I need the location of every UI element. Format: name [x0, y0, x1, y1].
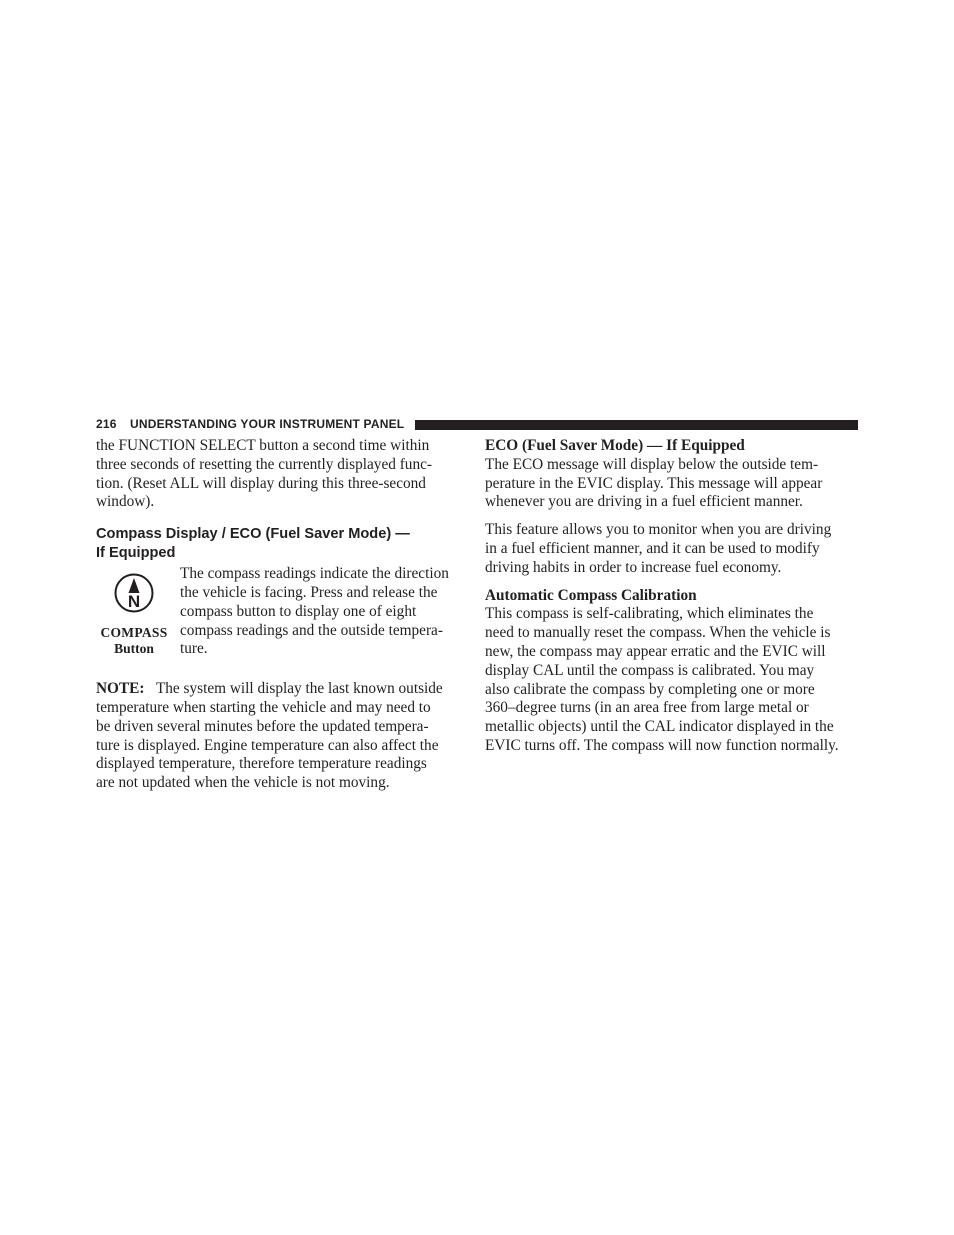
- right-column: [485, 437, 858, 756]
- text-line: This feature allows you to monitor when you are driving: [485, 521, 832, 539]
- compass-button-figure: [96, 565, 172, 657]
- compass-figure-sublabel: Button: [114, 641, 154, 657]
- text-line: window).: [96, 493, 155, 511]
- text-line: metallic objects) until the CAL indicator displayed in the: [485, 718, 834, 736]
- calibration-paragraph: [485, 605, 858, 755]
- left-column: [96, 437, 469, 793]
- header-bar: [415, 420, 858, 430]
- section-title: UNDERSTANDING YOUR INSTRUMENT PANEL: [130, 417, 405, 431]
- text-line: This compass is self-calibrating, which eliminates the: [485, 605, 814, 623]
- text-line: the vehicle is facing. Press and release the: [180, 583, 438, 601]
- text-line: be driven several minutes before the updated tempera-: [96, 717, 429, 735]
- feature-paragraph: [485, 521, 858, 577]
- text-line: 360–degree turns (in an area free from large metal or: [485, 699, 809, 717]
- page-number: 216: [96, 417, 117, 431]
- text-line: driving habits in order to increase fuel economy.: [485, 558, 782, 576]
- text-line: compass button to display one of eight: [180, 602, 417, 620]
- text-line: whenever you are driving in a fuel efficient manner.: [485, 493, 803, 511]
- eco-paragraph: [485, 456, 858, 512]
- text-line: three seconds of resetting the currently displayed func-: [96, 455, 432, 473]
- text-line: new, the compass may appear erratic and the EVIC will: [485, 642, 826, 660]
- page-header: [96, 416, 858, 434]
- compass-north-icon: [114, 573, 154, 613]
- calibration-heading: Automatic Compass Calibration: [485, 586, 697, 604]
- text-line: also calibrate the compass by completing one or more: [485, 680, 815, 698]
- compass-eco-heading: [96, 525, 469, 562]
- text-line: The ECO message will display below the outside tem-: [485, 455, 819, 473]
- text-line: tion. (Reset ALL will display during this three-second: [96, 474, 426, 492]
- compass-icon-letter: N: [127, 592, 141, 612]
- eco-heading: ECO (Fuel Saver Mode) — If Equipped: [485, 437, 745, 454]
- note-paragraph: [96, 680, 469, 793]
- heading-line: Compass Display / ECO (Fuel Saver Mode) —: [96, 526, 410, 543]
- compass-description: [180, 565, 469, 659]
- intro-paragraph: [96, 437, 469, 512]
- text-line: displayed temperature, therefore temperature readings: [96, 755, 427, 773]
- text-line: in a fuel efficient manner, and it can be used to modify: [485, 539, 820, 557]
- text-line: display CAL until the compass is calibrated. You may: [485, 661, 815, 679]
- compass-section: [96, 565, 469, 671]
- text-line: perature in the EVIC display. This message will appear: [485, 474, 823, 492]
- text-line: need to manually reset the compass. When the vehicle is: [485, 624, 831, 642]
- text-line: temperature when starting the vehicle and may need to: [96, 698, 431, 716]
- text-line: compass readings and the outside tempera-: [180, 621, 443, 639]
- text-line: The compass readings indicate the direction: [180, 565, 449, 583]
- heading-line: If Equipped: [96, 544, 176, 561]
- text-line: are not updated when the vehicle is not moving.: [96, 774, 390, 792]
- text-line: the FUNCTION SELECT button a second time within: [96, 437, 430, 454]
- note-first-line: The system will display the last known outside: [155, 680, 443, 698]
- text-line: ture.: [180, 640, 208, 658]
- compass-figure-label: COMPASS: [100, 625, 168, 641]
- text-line: ture is displayed. Engine temperature can also affect the: [96, 736, 439, 754]
- note-label: NOTE:: [96, 680, 145, 698]
- text-line: EVIC turns off. The compass will now function normally.: [485, 736, 839, 754]
- text-line: [96, 680, 469, 699]
